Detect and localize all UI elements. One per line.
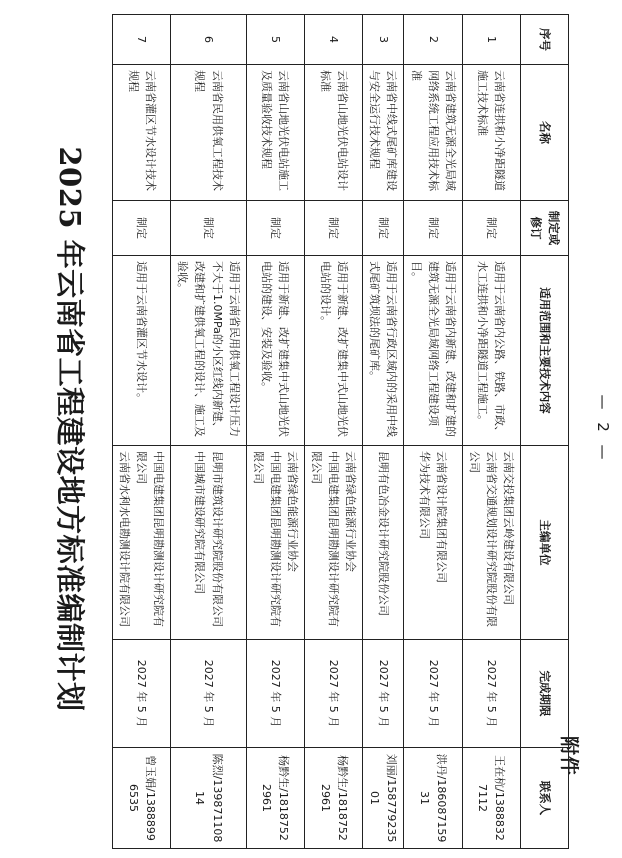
row-number: 1 xyxy=(462,15,520,65)
contact-person: 陈烈/13987110814 xyxy=(171,748,246,849)
contact-person: 王在杭/13888327112 xyxy=(462,748,520,849)
page-title: 2025 年云南省工程建设地方标准编制计划 xyxy=(53,146,87,712)
editor-units xyxy=(304,446,362,640)
editor-unit-line: 云南省绿色能源行业协会 xyxy=(344,451,358,572)
table-row xyxy=(363,15,404,849)
revision-type: 制定 xyxy=(304,201,362,256)
deadline: 2027 年 5 月 xyxy=(304,640,362,748)
editor-unit-line: 云南省设计院集团有限公司 xyxy=(435,451,449,583)
deadline: 2027 年 5 月 xyxy=(363,640,404,748)
table-header-row xyxy=(521,15,569,849)
standard-name: 云南省山地光伏电站施工及质量验收技术规程 xyxy=(246,65,304,201)
editor-units xyxy=(462,446,520,640)
scope-content: 适用于云南省行政区域内的采用中线式尾矿筑坝法的尾矿库。 xyxy=(363,256,404,446)
row-number: 3 xyxy=(363,15,404,65)
editor-unit-line: 云南省水利水电勘测设计院有限公司 xyxy=(118,451,132,627)
table-row xyxy=(246,15,304,849)
table-row xyxy=(462,15,520,849)
row-number: 7 xyxy=(113,15,171,65)
page-number: — 2 — xyxy=(594,394,612,464)
row-number: 4 xyxy=(304,15,362,65)
editor-units xyxy=(246,446,304,640)
revision-type: 制定 xyxy=(363,201,404,256)
deadline: 2027 年 5 月 xyxy=(404,640,462,748)
revision-type: 制定 xyxy=(404,201,462,256)
row-number: 2 xyxy=(404,15,462,65)
table-row xyxy=(171,15,246,849)
header-deadline: 完成期限 xyxy=(521,640,569,748)
standards-plan-table xyxy=(112,14,569,849)
editor-unit-line: 云南省绿色能源行业协会 xyxy=(285,451,299,572)
table-row xyxy=(304,15,362,849)
deadline: 2027 年 5 月 xyxy=(171,640,246,748)
header-units: 主编单位 xyxy=(521,446,569,640)
editor-units xyxy=(171,446,246,640)
editor-unit-line: 华为技术有限公司 xyxy=(418,451,432,539)
editor-unit-line: 昆明市建筑设计研究院股份有限公司 xyxy=(210,451,224,627)
contact-person: 洪丹/18608715931 xyxy=(404,748,462,849)
editor-unit-line: 中国电建集团昆明勘测设计研究院有限公司 xyxy=(135,451,166,627)
revision-type: 制定 xyxy=(171,201,246,256)
revision-type: 制定 xyxy=(462,201,520,256)
standard-name: 云南省建筑无源全光局域网络系统工程应用技术标准 xyxy=(404,65,462,201)
editor-unit-line: 中国城市建设研究院有限公司 xyxy=(193,451,207,594)
revision-type: 制定 xyxy=(113,201,171,256)
editor-units xyxy=(113,446,171,640)
revision-type: 制定 xyxy=(246,201,304,256)
contact-person: 刘丽/15877923501 xyxy=(363,748,404,849)
editor-unit-line: 中国电建集团昆明勘测设计研究院有限公司 xyxy=(310,451,341,627)
editor-unit-line: 云南交投集团云岭建设有限公司 xyxy=(501,451,515,605)
header-no: 序号 xyxy=(521,15,569,65)
scope-content: 适用于新建、改扩建集中式山地光伏电站的建设、安装及验收。 xyxy=(246,256,304,446)
table-row xyxy=(404,15,462,849)
editor-unit-line: 云南省交通规划设计研究院股份有限公司 xyxy=(467,451,498,627)
editor-units xyxy=(363,446,404,640)
header-contact: 联系人 xyxy=(521,748,569,849)
scope-content: 适用于云南省内公路、铁路、市政、水工连拱和小净距隧道工程施工。 xyxy=(462,256,520,446)
standard-name: 云南省连拱和小净距隧道施工技术标准 xyxy=(462,65,520,201)
scope-content: 适用于云南省灌区节水设计。 xyxy=(113,256,171,446)
standard-name: 云南省中线式尾矿库建设与安全运行技术规程 xyxy=(363,65,404,201)
editor-units xyxy=(404,446,462,640)
standard-name: 云南省山地光伏电站设计标准 xyxy=(304,65,362,201)
contact-person: 杨黔生/18187522961 xyxy=(304,748,362,849)
scope-content: 适用于云南省内新建、改建和扩建的建筑无源全光局域网络工程建设项目。 xyxy=(404,256,462,446)
editor-unit-line: 昆明有色冶金设计研究院股份公司 xyxy=(376,451,390,616)
annex-label: 附件 xyxy=(558,736,580,777)
scope-content: 适用于新建、改扩建集中式山地光伏电站的设计。 xyxy=(304,256,362,446)
scope-content: 适用于云南省民用供氧工程设计压力不大于1.0MPa的小区红线内新建、改建和扩建供氧工程的设计、施工及验收。 xyxy=(171,256,246,446)
row-number: 5 xyxy=(246,15,304,65)
header-scope: 适用范围和主要技术内容 xyxy=(521,256,569,446)
standard-name: 云南省民用供氧工程技术规程 xyxy=(171,65,246,201)
deadline: 2027 年 5 月 xyxy=(113,640,171,748)
header-type: 制定或修订 xyxy=(521,201,569,256)
editor-unit-line: 中国电建集团昆明勘测设计研究院有限公司 xyxy=(251,451,282,627)
contact-person: 曾玉娟/13888996535 xyxy=(113,748,171,849)
row-number: 6 xyxy=(171,15,246,65)
table-row xyxy=(113,15,171,849)
deadline: 2027 年 5 月 xyxy=(246,640,304,748)
header-name: 名称 xyxy=(521,65,569,201)
contact-person: 杨黔生/18187522961 xyxy=(246,748,304,849)
standard-name: 云南省灌区节水设计技术规程 xyxy=(113,65,171,201)
deadline: 2027 年 5 月 xyxy=(462,640,520,748)
